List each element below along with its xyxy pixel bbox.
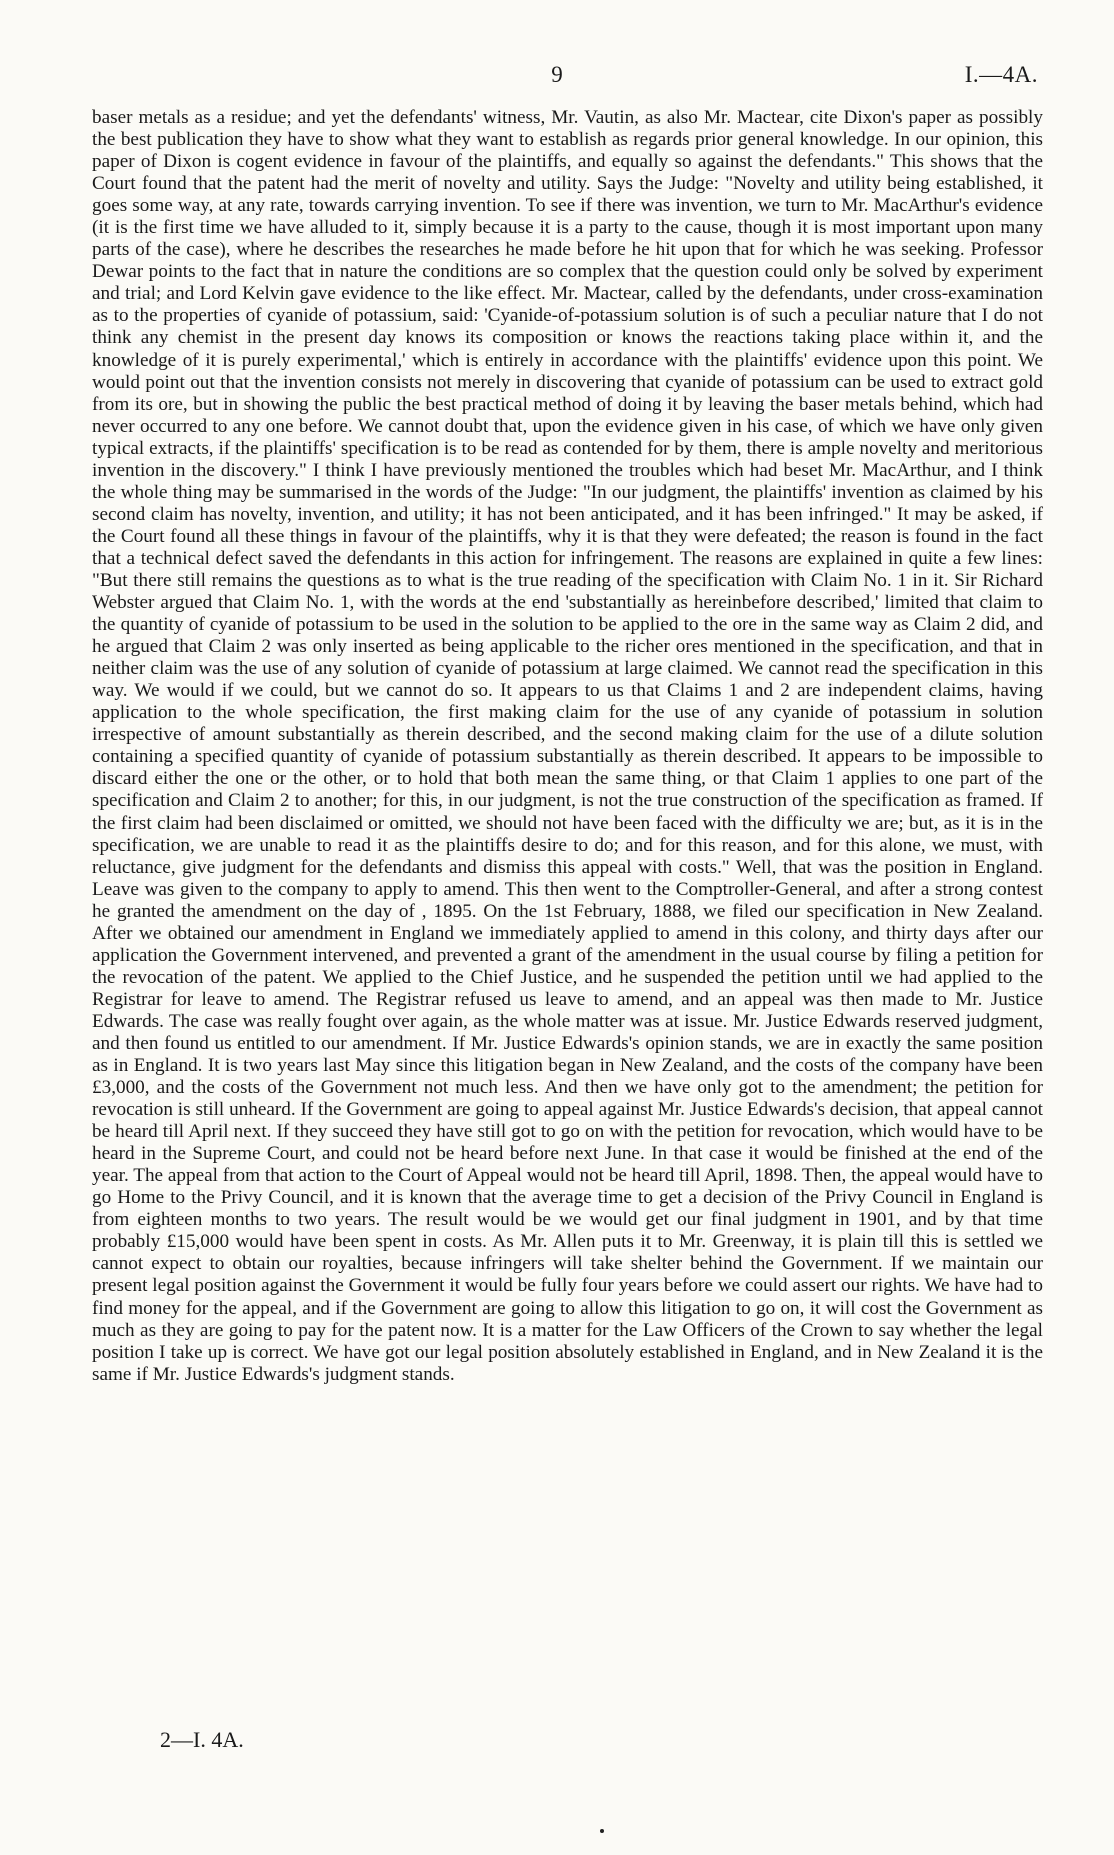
page-number: 9 — [551, 62, 563, 87]
sheet-reference: 2—I. 4A. — [160, 1727, 244, 1752]
body-text — [92, 107, 1043, 1386]
document-reference: I.—4A. — [964, 62, 1038, 87]
body-paragraph: baser metals as a residue; and yet the defendants' witness, Mr. Vautin, as also Mr. Mactear, cite Dixon's paper as possibly the best publication they have to show what they want to establish as regards prior general knowledge. In our opinion, this paper of Dixon is cogent evidence in favour of the plaintiffs, and equally so against the defendants." This shows that the Court found that the patent had the merit of novelty and utility. Says the Judge: "Novelty and utility being established, it goes some way, at any rate, towards carrying invention. To see if there was invention, we turn to Mr. MacArthur's evidence (it is the first time we have alluded to it, simply because it is a party to the cause, though it is most important upon many parts of the case), where he describes the researches he made before he hit upon that for which he was seeking. Professor Dewar points to the fact that in nature the conditions are so complex that the question could only be solved by experiment and trial; and Lord Kelvin gave evidence to the like effect. Mr. Mactear, called by the defendants, under cross-examination as to the properties of cyanide of potassium, said: 'Cyanide-of-potassium solution is of such a peculiar nature that I do not think any chemist in the present day knows its composition or knows the reactions taking place within it, and the knowledge of it is purely experimental,' which is entirely in accordance with the plaintiffs' evidence upon this point. We would point out that the invention consists not merely in discovering that cyanide of potassium can be used to extract gold from its ore, but in showing the public the best practical method of doing it by leaving the baser metals behind, which had never occurred to any one before. We cannot doubt that, upon the evidence given in his case, of which we have only given typical extracts, if the plaintiffs' specification is to be read as contended for by them, there is ample novelty and meritorious invention in the discovery." I think I have previously mentioned the troubles which had beset Mr. MacArthur, and I think the whole thing may be summarised in the words of the Judge: "In our judgment, the plaintiffs' invention as claimed by his second claim has novelty, invention, and utility; it has not been anticipated, and it has been infringed." It may be asked, if the Court found all these things in favour of the plaintiffs, why it is that they were defeated; the reason is found in the fact that a technical defect saved the defendants in this action for infringement. The reasons are explained in quite a few lines: "But there still remains the questions as to what is the true reading of the specification with Claim No. 1 in it. Sir Richard Webster argued that Claim No. 1, with the words at the end 'substantially as hereinbefore described,' limited that claim to the quantity of cyanide of potassium to be used in the solution to be applied to the ore in the same way as Claim 2 did, and he argued that Claim 2 was only inserted as being applicable to the richer ores mentioned in the specification, and that in neither claim was the use of any solution of cyanide of potassium at large claimed. We cannot read the specification in this way. We would if we could, but we cannot do so. It appears to us that Claims 1 and 2 are independent claims, having application to the whole specification, the first making claim for the use of any cyanide of potassium in solution irrespective of amount substantially as therein described, and the second making claim for the use of a dilute solution containing a specified quantity of cyanide of potassium substantially as therein described. It appears to be impossible to discard either the one or the other, or to hold that both mean the same thing, or that Claim 1 applies to one part of the specification and Claim 2 to another; for this, in our judgment, is not the true construction of the specification as framed. If the first claim had been disclaimed or omitted, we should not have been faced with the difficulty we are; but, as it is in the specification, we are unable to read it as the plaintiffs desire to do; and for this reason, and for this alone, we must, with reluctance, give judgment for the defendants and dismiss this appeal with costs." Well, that was the position in England. Leave was given to the company to apply to amend. This then went to the Comptroller-General, and after a strong contest he granted the amendment on the day of , 1895. On the 1st February, 1888, we filed our specification in New Zealand. After we obtained our amendment in England we immediately applied to amend in this colony, and thirty days after our application the Government intervened, and prevented a grant of the amendment in the usual course by filing a petition for the revocation of the patent. We applied to the Chief Justice, and he suspended the petition until we had applied to the Registrar for leave to amend. The Registrar refused us leave to amend, and an appeal was then made to Mr. Justice Edwards. The case was really fought over again, as the whole matter was at issue. Mr. Justice Edwards reserved judgment, and then found us entitled to our amendment. If Mr. Justice Edwards's opinion stands, we are in exactly the same position as in England. It is two years last May since this litigation began in New Zealand, and the costs of the company have been £3,000, and the costs of the Government not much less. And then we have only got to the amendment; the petition for revocation is still unheard. If the Government are going to appeal against Mr. Justice Edwards's decision, that appeal cannot be heard till April next. If they succeed they have still got to go on with the petition for revocation, which would have to be heard in the Supreme Court, and could not be heard before next June. In that case it would be finished at the end of the year. The appeal from that action to the Court of Appeal would not be heard till April, 1898. Then, the appeal would have to go Home to the Privy Council, and it is known that the average time to get a decision of the Privy Council in England is from eighteen months to two years. The result would be we would get our final judgment in 1901, and by that time probably £15,000 would have been spent in costs. As Mr. Allen puts it to Mr. Greenway, it is plain till this is settled we cannot expect to obtain our royalties, because infringers will take shelter behind the Government. If we maintain our present legal position against the Government it would be fully four years before we could assert our rights. We have had to find money for the appeal, and if the Government are going to allow this litigation to go on, it will cost the Government as much as they are going to pay for the patent now. It is a matter for the Law Officers of the Crown to say whether the legal position I take up is correct. We have got our legal position absolutely established in England, and in New Zealand it is the same if Mr. Justice Edwards's judgment stands. — [92, 107, 1043, 1385]
page-mark — [600, 1829, 604, 1833]
